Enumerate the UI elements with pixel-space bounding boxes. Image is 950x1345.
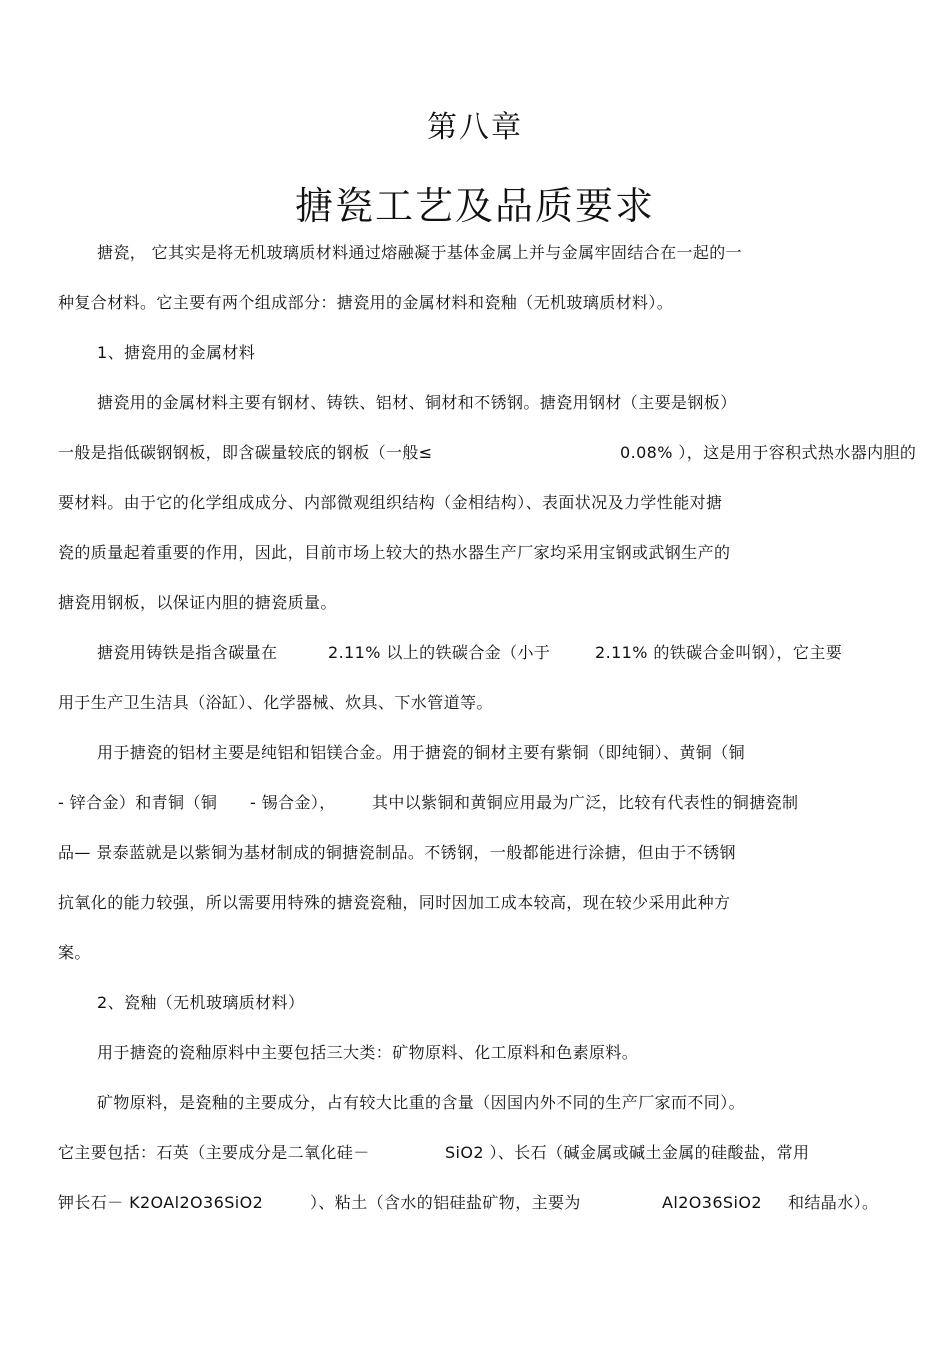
- text-segment: 0.08% ），这是用于容积式热水器内胆的: [620, 443, 917, 462]
- section-heading: 1、搪瓷用的金属材料: [97, 343, 256, 362]
- paragraph-line: 种复合材料。它主要有两个组成部分：搪瓷用的金属材料和瓷釉（无机玻璃质材料）。: [58, 293, 674, 312]
- text-segment: Al2O36SiO2: [662, 1193, 762, 1212]
- text-segment: 和结晶水）。: [788, 1193, 879, 1212]
- text-segment: 其中以紫铜和黄铜应用最为广泛，比较有代表性的铜搪瓷制: [372, 793, 799, 812]
- text-segment: 一般是指低碳钢钢板，即含碳量较底的钢板（一般≤: [58, 443, 433, 462]
- paragraph-line: 搪瓷， 它其实是将无机玻璃质材料通过熔融凝于基体金属上并与金属牢固结合在一起的一: [97, 243, 743, 262]
- text-segment: 2.11% 以上的铁碳合金（小于: [328, 643, 551, 662]
- text-segment: ）、粘土（含水的铝硅盐矿物，主要为: [310, 1193, 581, 1212]
- paragraph-line: 用于搪瓷的瓷釉原料中主要包括三大类：矿物原料、化工原料和色素原料。: [97, 1043, 639, 1062]
- chapter-heading: 第八章: [427, 110, 523, 145]
- paragraph-line: 搪瓷用的金属材料主要有钢材、铸铁、铝材、铜材和不锈钢。搪瓷用钢材（主要是钢板）: [97, 393, 737, 412]
- paragraph-line: 要材料。由于它的化学组成成分、内部微观组织结构（金相结构）、表面状况及力学性能对搪: [58, 493, 723, 512]
- section-heading: 2、瓷釉（无机玻璃质材料）: [97, 993, 305, 1012]
- text-segment: 它主要包括：石英（主要成分是二氧化硅－: [58, 1143, 370, 1162]
- paragraph-line: 品— 景泰蓝就是以紫铜为基材制成的铜搪瓷制品。不锈钢，一般都能进行涂搪，但由于不锈钢: [58, 843, 736, 862]
- paragraph-line: 抗氧化的能力较强，所以需要用特殊的搪瓷瓷釉，同时因加工成本较高，现在较少采用此种方: [58, 893, 731, 912]
- text-segment: 搪瓷用铸铁是指含碳量在: [97, 643, 278, 662]
- paragraph-line: 用于搪瓷的铝材主要是纯铝和铝镁合金。用于搪瓷的铜材主要有紫铜（即纯铜）、黄铜（铜: [97, 743, 746, 762]
- text-segment: - 锌合金）和青铜（铜: [58, 793, 218, 812]
- text-segment: 2.11% 的铁碳合金叫钢），它主要: [595, 643, 843, 662]
- text-segment: 钾长石－ K2OAl2O36SiO2: [58, 1193, 264, 1212]
- text-segment: SiO2 ）、长石（碱金属或碱土金属的硅酸盐，常用: [445, 1143, 810, 1162]
- paragraph-line: 矿物原料，是瓷釉的主要成分，占有较大比重的含量（因国内外不同的生产厂家而不同）。: [97, 1093, 746, 1112]
- text-segment: - 锡合金），: [250, 793, 336, 812]
- paragraph-line: 瓷的质量起着重要的作用，因此，目前市场上较大的热水器生产厂家均采用宝钢或武钢生产的: [58, 543, 731, 562]
- paragraph-line: 用于生产卫生洁具（浴缸）、化学器械、炊具、下水管道等。: [58, 693, 493, 712]
- paragraph-line: 搪瓷用钢板，以保证内胆的搪瓷质量。: [58, 593, 337, 612]
- page-title: 搪瓷工艺及品质要求: [294, 184, 655, 228]
- paragraph-line: 案。: [58, 943, 91, 962]
